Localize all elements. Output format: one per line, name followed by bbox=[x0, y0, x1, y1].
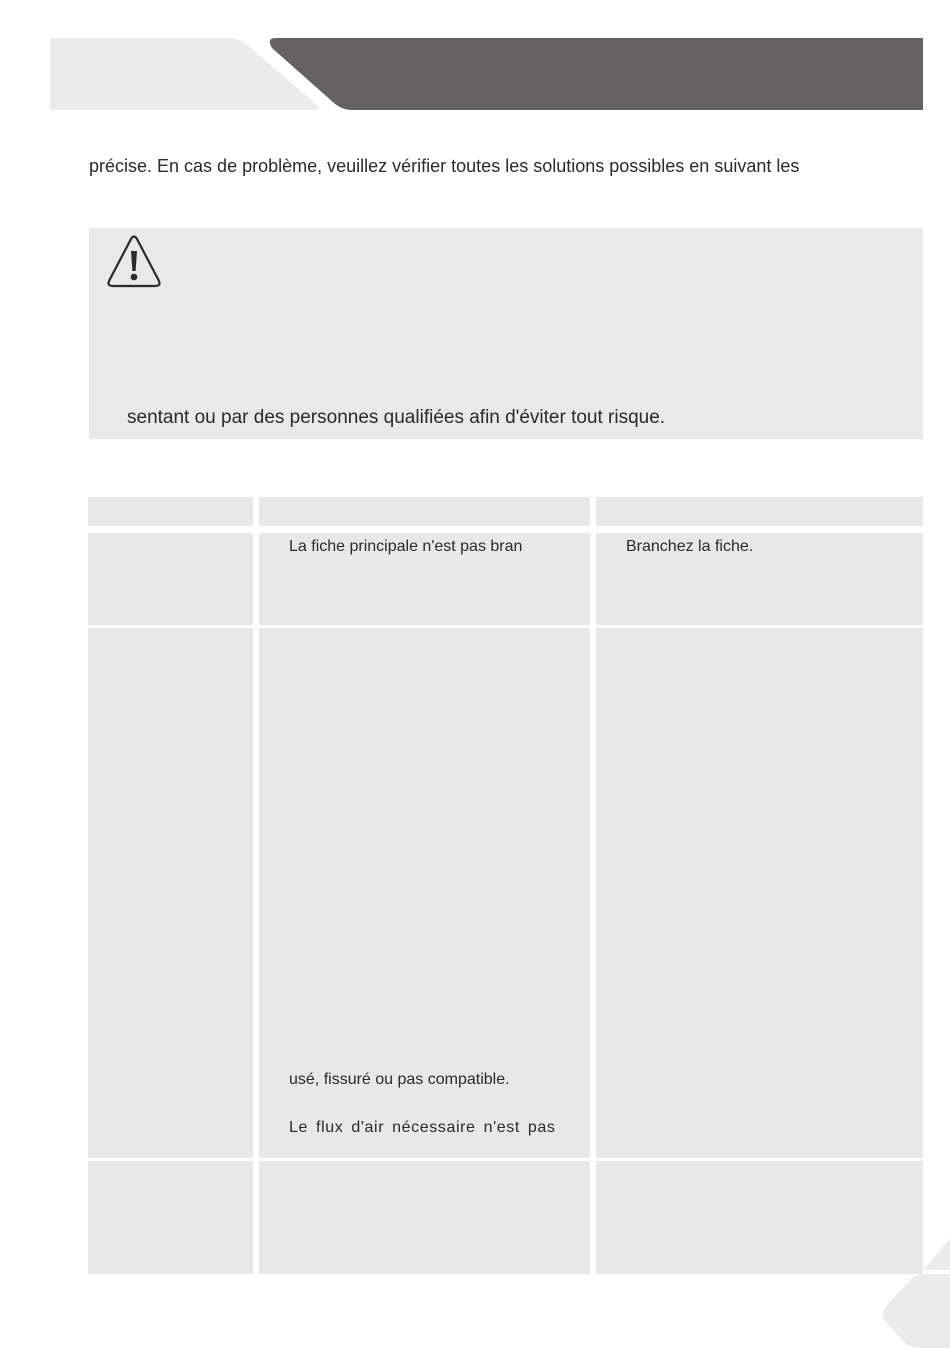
header-banner bbox=[0, 0, 950, 120]
table-header-cell-problem bbox=[88, 497, 253, 526]
intro-paragraph: précise. En cas de problème, veuillez vérifier toutes les solutions possibles en suivant les bbox=[89, 156, 800, 176]
table-header-cell-cause bbox=[259, 497, 590, 526]
header-dark-bar bbox=[270, 38, 923, 110]
table-row-1-cause-text: La fiche principale n'est pas bran bbox=[289, 538, 523, 555]
table-header-cell-solution bbox=[596, 497, 923, 526]
table-row-3-problem bbox=[88, 1161, 253, 1274]
warning-box bbox=[89, 228, 923, 439]
table-row-2-cause bbox=[259, 628, 590, 1158]
table-row-1-cause bbox=[259, 533, 590, 625]
table-row-2-problem bbox=[88, 628, 253, 1158]
table-row-1-solution bbox=[596, 533, 923, 625]
table-row-2-cause-text-2: Le flux d'air nécessaire n'est pas bbox=[289, 1119, 556, 1136]
table-row-2-cause-text-1: usé, fissuré ou pas compatible. bbox=[289, 1071, 510, 1088]
warning-triangle-icon bbox=[105, 234, 163, 290]
table-row-1-problem bbox=[88, 533, 253, 625]
page-corner-decoration bbox=[870, 1230, 950, 1348]
table-row-2-solution bbox=[596, 628, 923, 1158]
table-row-3-cause bbox=[259, 1161, 590, 1274]
table-row-1-solution-text: Branchez la fiche. bbox=[626, 538, 754, 555]
warning-text: sentant ou par des personnes qualifiées afin d'éviter tout risque. bbox=[127, 407, 666, 428]
